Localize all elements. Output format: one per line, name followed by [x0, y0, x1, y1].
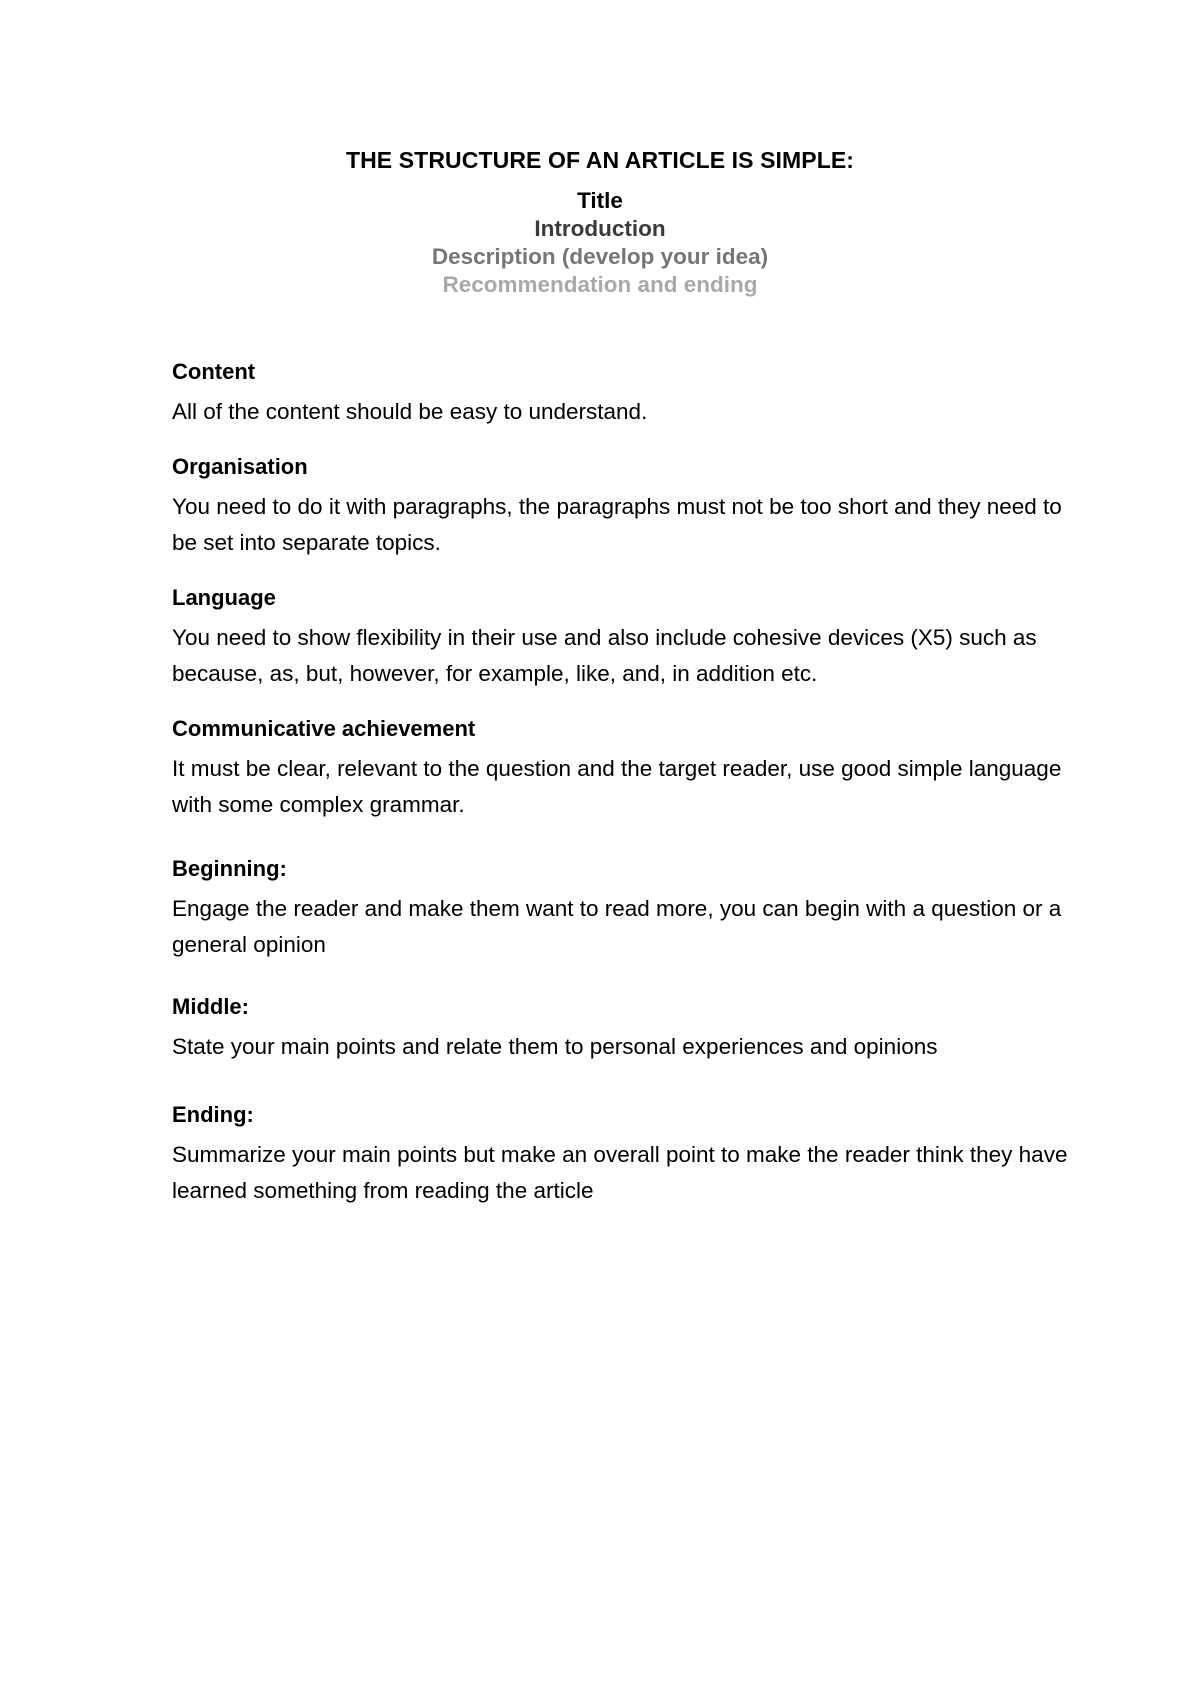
section-language: [172, 584, 1072, 692]
outline-item-introduction: Introduction: [534, 216, 666, 241]
section-ending: [172, 1101, 1072, 1209]
section-content: [172, 358, 1072, 430]
section-body: Engage the reader and make them want to read more, you can begin with a question or a general opinion: [172, 896, 1062, 957]
section-body: You need to do it with paragraphs, the paragraphs must not be too short and they need to be set into separate topics.: [172, 494, 1062, 555]
section-heading: Content: [172, 359, 256, 384]
section-body: Summarize your main points but make an overall point to make the reader think they have learned something from reading the article: [172, 1142, 1068, 1203]
section-communicative-achievement: [172, 715, 1072, 823]
section-heading: Beginning:: [172, 856, 287, 881]
section-body: State your main points and relate them to personal experiences and opinions: [172, 1034, 938, 1059]
outline-item-recommendation: Recommendation and ending: [442, 272, 758, 297]
section-heading: Communicative achievement: [172, 716, 476, 741]
section-beginning: [172, 855, 1072, 963]
section-heading: Organisation: [172, 454, 308, 479]
section-body: It must be clear, relevant to the question and the target reader, use good simple language with some complex grammar.: [172, 756, 1062, 817]
document-title: THE STRUCTURE OF AN ARTICLE IS SIMPLE:: [345, 147, 855, 173]
outline-item-title: Title: [577, 188, 623, 213]
structure-outline: [0, 187, 1200, 299]
section-heading: Ending:: [172, 1102, 254, 1127]
section-heading: Middle:: [172, 994, 249, 1019]
section-middle: [172, 993, 1072, 1065]
section-organisation: [172, 453, 1072, 561]
section-heading: Language: [172, 585, 276, 610]
section-body: All of the content should be easy to understand.: [172, 399, 648, 424]
section-body: You need to show flexibility in their use and also include cohesive devices (X5) such as because, as, but, however, for example, like, and, in addition etc.: [172, 625, 1037, 686]
outline-item-description: Description (develop your idea): [431, 244, 769, 269]
